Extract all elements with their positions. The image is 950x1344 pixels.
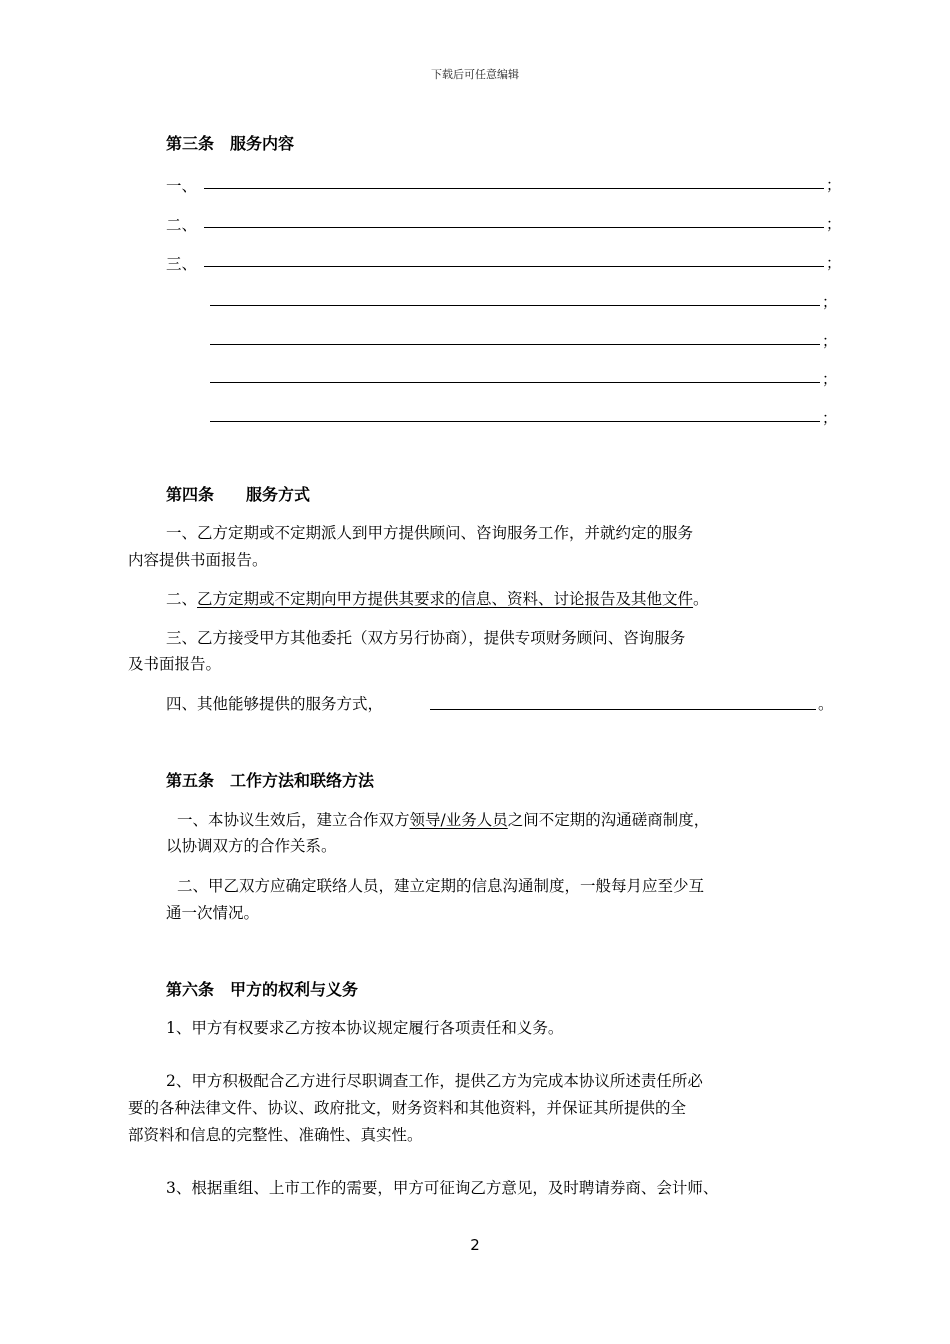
paragraph-line: 一、乙方定期或不定期派人到甲方提供顾问、咨询服务工作，并就约定的服务: [166, 524, 694, 542]
paragraph-line: 四、其他能够提供的服务方式，: [166, 695, 384, 713]
paragraph-text: 一、本协议生效后，建立合作双方: [177, 811, 410, 829]
semicolon: ；: [822, 370, 838, 388]
item-label-3: 三、: [166, 255, 198, 273]
semicolon: ；: [822, 293, 838, 311]
semicolon: ；: [826, 176, 842, 194]
blank-line-2: [204, 227, 824, 228]
paragraph-line: [177, 808, 709, 830]
article-3-title: 第三条 服务内容: [166, 134, 295, 153]
page-header: 下载后可任意编辑: [431, 68, 519, 81]
paragraph-line: 三、乙方接受甲方其他委托（双方另行协商），提供专项财务顾问、咨询服务: [166, 629, 686, 647]
semicolon: ；: [826, 254, 842, 272]
paragraph-line: 通一次情况。: [166, 904, 260, 922]
blank-line-1: [204, 188, 824, 189]
paragraph-text: 之间不定期的沟通磋商制度，: [507, 811, 710, 829]
semicolon: ；: [822, 409, 838, 427]
paragraph-line: 2、甲方积极配合乙方进行尽职调查工作，提供乙方为完成本协议所述责任所必: [166, 1072, 703, 1090]
paragraph-line: 内容提供书面报告。: [128, 551, 268, 569]
paragraph-line: 及书面报告。: [128, 655, 222, 673]
paragraph-line: 部资料和信息的完整性、准确性、真实性。: [128, 1126, 423, 1144]
blank-line-6: [210, 382, 820, 383]
article-5-title: 第五条 工作方法和联络方法: [166, 771, 375, 790]
paragraph-line: 3、根据重组、上市工作的需要，甲方可征询乙方意见，及时聘请券商、会计师、: [166, 1179, 719, 1197]
blank-line-5: [210, 344, 820, 345]
semicolon: ；: [822, 332, 838, 350]
underlined-text: 领导/业务人员: [409, 811, 508, 829]
item-label-2: 二、: [166, 216, 198, 234]
paragraph-prefix: 二、: [166, 590, 198, 608]
paragraph-suffix: 。: [818, 695, 834, 713]
page-number: 2: [470, 1236, 480, 1254]
item-label-1: 一、: [166, 177, 198, 195]
blank-line-7: [210, 421, 820, 422]
paragraph-line: 1、甲方有权要求乙方按本协议规定履行各项责任和义务。: [166, 1019, 564, 1037]
underlined-text: 乙方定期或不定期向甲方提供其要求的信息、资料、讨论报告及其他文件: [197, 590, 694, 608]
article-4-title: 第四条 服务方式: [166, 485, 311, 504]
paragraph-line: 二、甲乙双方应确定联络人员，建立定期的信息沟通制度，一般每月应至少互: [177, 877, 705, 895]
article-6-title: 第六条 甲方的权利与义务: [166, 980, 359, 999]
paragraph-line: 以协调双方的合作关系。: [166, 837, 337, 855]
blank-line-3: [204, 266, 824, 267]
blank-line-4: [210, 305, 820, 306]
blank-line-8: [430, 709, 816, 710]
semicolon: ；: [826, 215, 842, 233]
paragraph-line: 要的各种法律文件、协议、政府批文，财务资料和其他资料，并保证其所提供的全: [128, 1099, 687, 1117]
paragraph-suffix: 。: [693, 590, 709, 608]
paragraph-line: [166, 587, 709, 609]
